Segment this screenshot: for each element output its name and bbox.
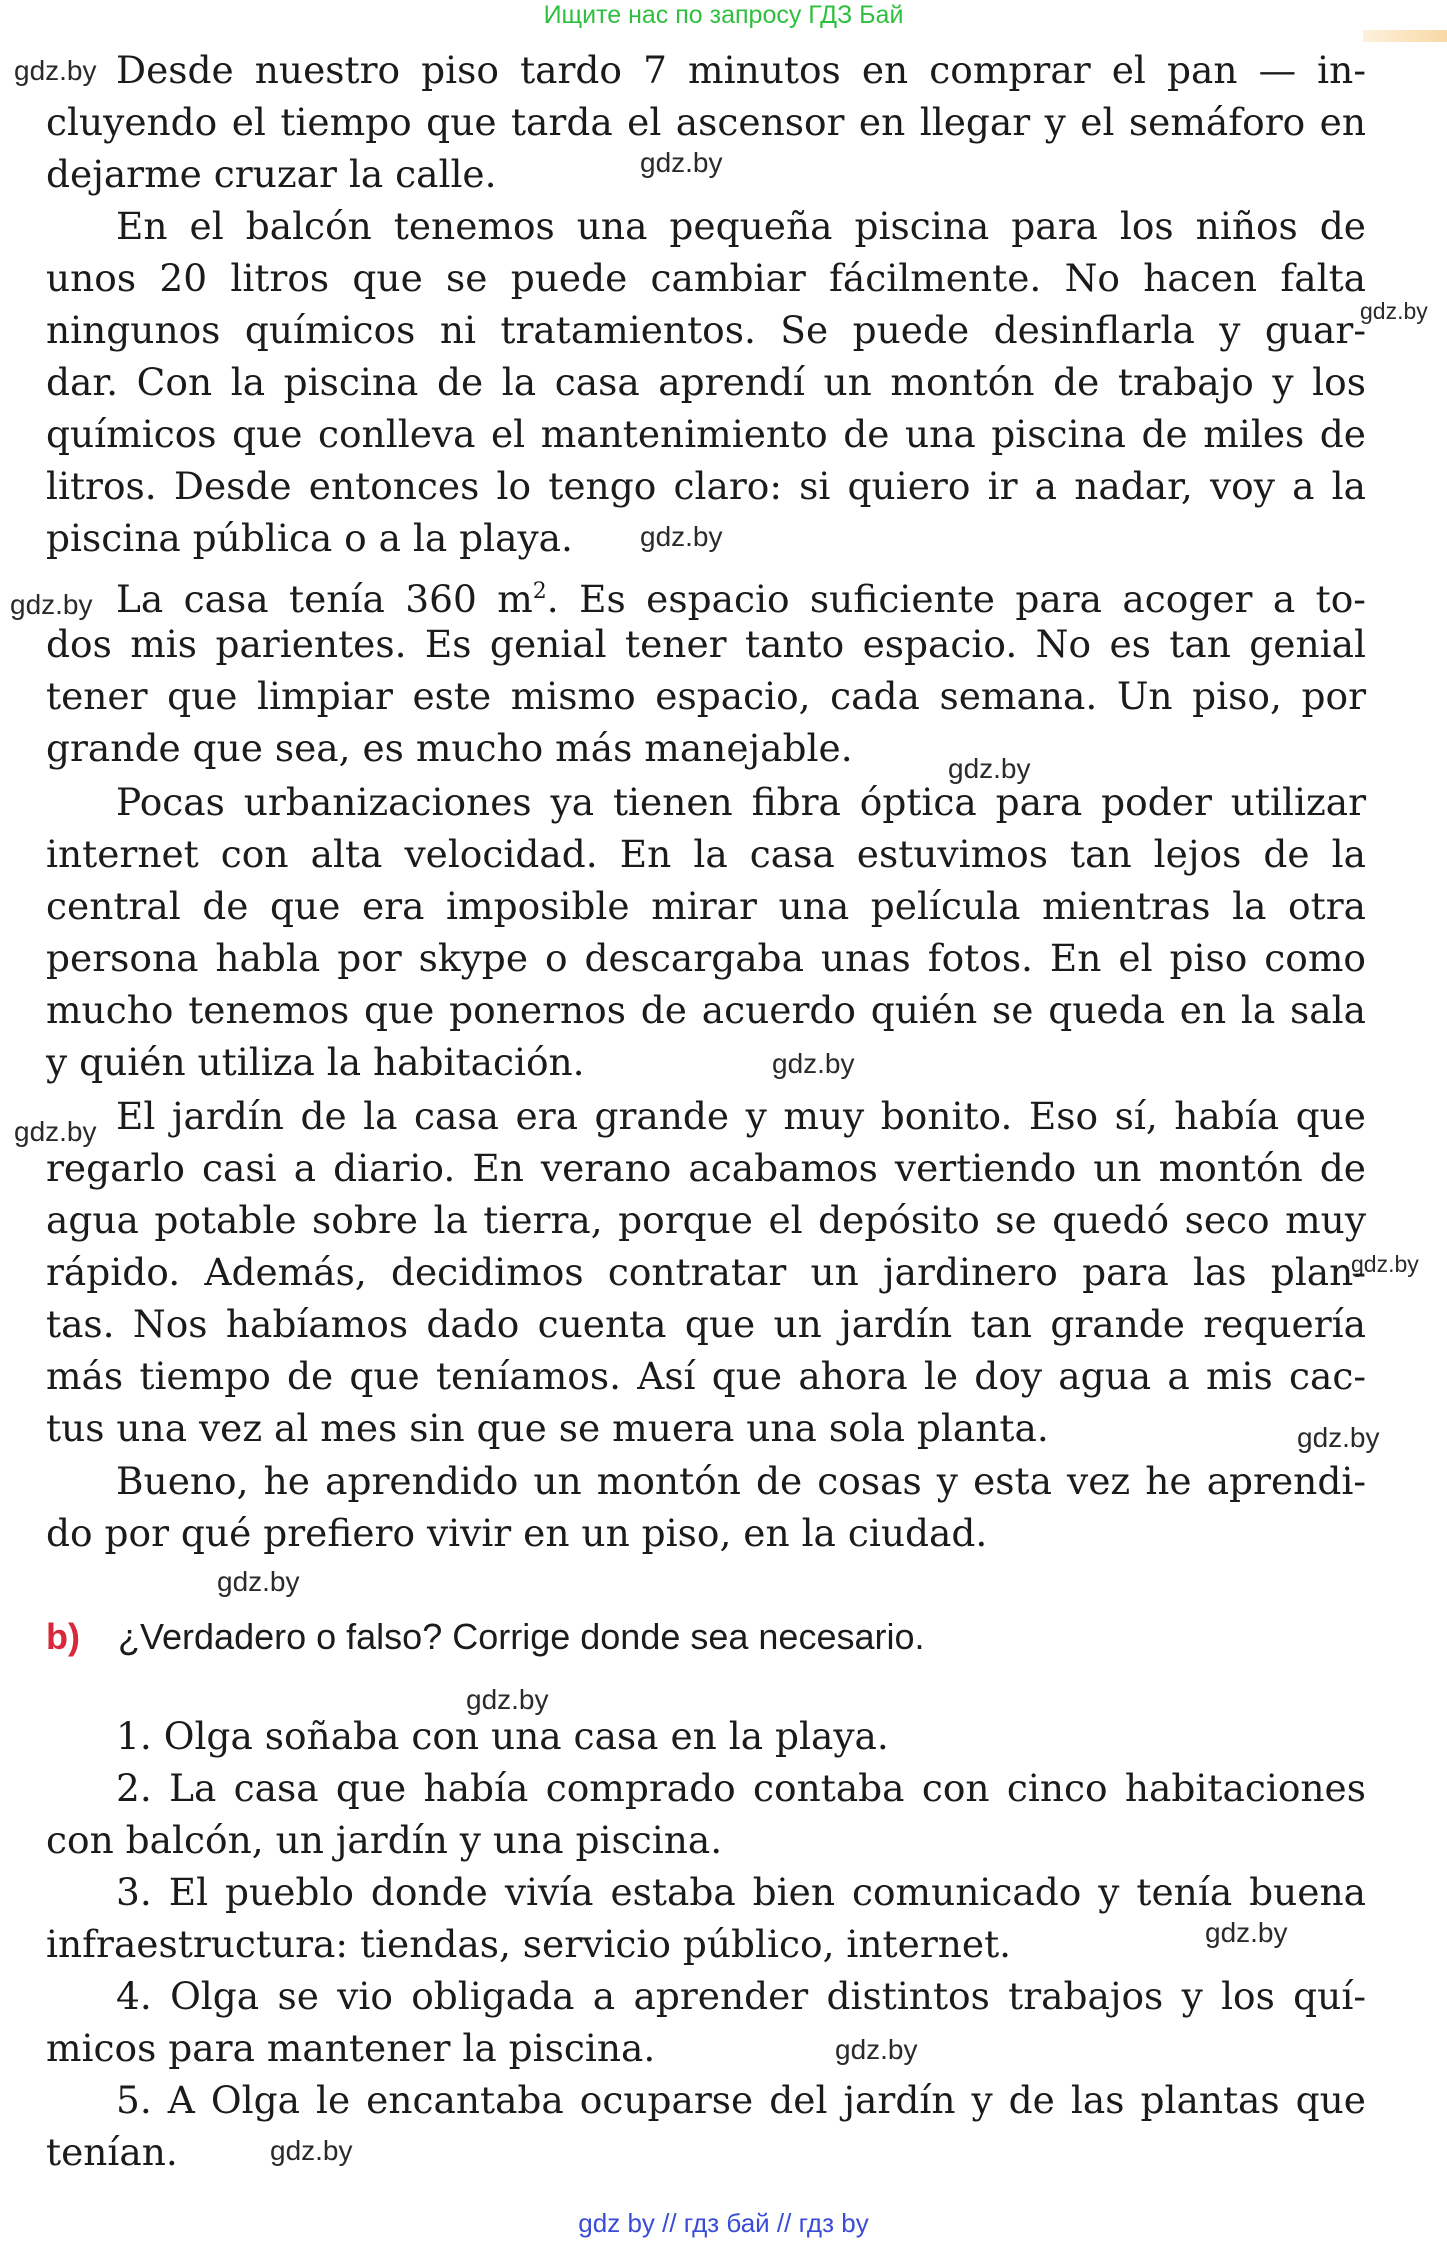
footer-links[interactable]: gdz by // гдз бай // гдз by xyxy=(578,2208,869,2238)
text-line: tas. Nos habíamos dado cuenta que un jardín tan grande requería xyxy=(46,1302,1366,1346)
text-line: Pocas urbanizaciones ya tienen fibra óptica para poder utilizar xyxy=(116,780,1366,824)
text-line: químicos que conlleva el mantenimiento de una piscina de miles de xyxy=(46,412,1366,456)
watermark: gdz.by xyxy=(14,55,97,86)
watermark: gdz.by xyxy=(1360,298,1428,324)
watermark: gdz.by xyxy=(772,1048,855,1079)
text-line xyxy=(116,566,1366,621)
text-line: piscina pública o a la playa. xyxy=(46,516,573,560)
watermark: gdz.by xyxy=(1205,1917,1288,1948)
watermark: gdz.by xyxy=(948,753,1031,784)
text-line: litros. Desde entonces lo tengo claro: si quiero ir a nadar, voy a la xyxy=(46,464,1366,508)
text-line: con balcón, un jardín y una piscina. xyxy=(46,1818,723,1862)
text-line: En el balcón tenemos una pequeña piscina para los niños de xyxy=(116,204,1366,248)
text-line: tener que limpiar este mismo espacio, cada semana. Un piso, por xyxy=(46,674,1366,718)
watermark: gdz.by xyxy=(640,147,723,178)
text-line: El jardín de la casa era grande y muy bonito. Eso sí, había que xyxy=(116,1094,1366,1138)
text-line: 2. La casa que había comprado contaba con cinco habitaciones xyxy=(116,1766,1366,1810)
watermark: gdz.by xyxy=(640,521,723,552)
text-line: regarlo casi a diario. En verano acabamos vertiendo un montón de xyxy=(46,1146,1366,1190)
watermark: gdz.by xyxy=(10,589,93,620)
text-line: dos mis parientes. Es genial tener tanto espacio. No es tan genial xyxy=(46,622,1366,666)
text-line: persona habla por skype o descargaba unas fotos. En el piso como xyxy=(46,936,1366,980)
text-line: tenían. xyxy=(46,2130,178,2174)
text-segment: . Es espacio suficiente para acoger a to- xyxy=(546,577,1366,621)
text-line: 3. El pueblo donde vivía estaba bien comunicado y tenía buena xyxy=(116,1870,1366,1914)
text-line: agua potable sobre la tierra, porque el depósito se quedó seco muy xyxy=(46,1198,1366,1242)
text-line: mucho tenemos que ponernos de acuerdo quién se queda en la sala xyxy=(46,988,1366,1032)
watermark: gdz.by xyxy=(1351,1251,1419,1277)
text-line: y quién utiliza la habitación. xyxy=(46,1040,585,1084)
text-line: 1. Olga soñaba con una casa en la playa. xyxy=(116,1714,889,1758)
text-line: infraestructura: tiendas, servicio público, internet. xyxy=(46,1922,1012,1966)
superscript: 2 xyxy=(532,579,547,604)
text-line: internet con alta velocidad. En la casa estuvimos tan lejos de la xyxy=(46,832,1366,876)
watermark: gdz.by xyxy=(1297,1422,1380,1453)
task-instruction: ¿Verdadero o falso? Corrige donde sea necesario. xyxy=(118,1616,925,1657)
text-line: grande que sea, es mucho más manejable. xyxy=(46,726,853,770)
search-hint-banner: Ищите нас по запросу ГДЗ Бай xyxy=(543,1,904,29)
text-line: Bueno, he aprendido un montón de cosas y esta vez he aprendi- xyxy=(116,1459,1366,1503)
text-line: Desde nuestro piso tardo 7 minutos en comprar el pan — in- xyxy=(116,48,1366,92)
text-line: tus una vez al mes sin que se muera una sola planta. xyxy=(46,1406,1049,1450)
watermark: gdz.by xyxy=(835,2034,918,2065)
text-line: cluyendo el tiempo que tarda el ascensor en llegar y el semáforo en xyxy=(46,100,1366,144)
text-line: micos para mantener la piscina. xyxy=(46,2026,656,2070)
watermark: gdz.by xyxy=(270,2135,353,2166)
text-line: dejarme cruzar la calle. xyxy=(46,152,497,196)
text-line: unos 20 litros que se puede cambiar fácilmente. No hacen falta xyxy=(46,256,1366,300)
watermark: gdz.by xyxy=(14,1116,97,1147)
corner-decoration xyxy=(1363,30,1447,42)
text-line: dar. Con la piscina de la casa aprendí un montón de trabajo y los xyxy=(46,360,1366,404)
text-line: rápido. Además, decidimos contratar un jardinero para las plan- xyxy=(46,1250,1366,1294)
text-line: ningunos químicos ni tratamientos. Se puede desinflarla y guar- xyxy=(46,308,1366,352)
text-line: 5. A Olga le encantaba ocuparse del jardín y de las plantas que xyxy=(116,2078,1366,2122)
text-segment: La casa tenía 360 m xyxy=(116,577,533,621)
text-line: más tiempo de que teníamos. Así que ahora le doy agua a mis cac- xyxy=(46,1354,1366,1398)
watermark: gdz.by xyxy=(466,1684,549,1715)
text-line: do por qué prefiero vivir en un piso, en la ciudad. xyxy=(46,1511,988,1555)
watermark: gdz.by xyxy=(217,1566,300,1597)
task-letter: b) xyxy=(46,1616,80,1657)
text-line: central de que era imposible mirar una película mientras la otra xyxy=(46,884,1366,928)
text-line: 4. Olga se vio obligada a aprender distintos trabajos y los quí- xyxy=(116,1974,1366,2018)
